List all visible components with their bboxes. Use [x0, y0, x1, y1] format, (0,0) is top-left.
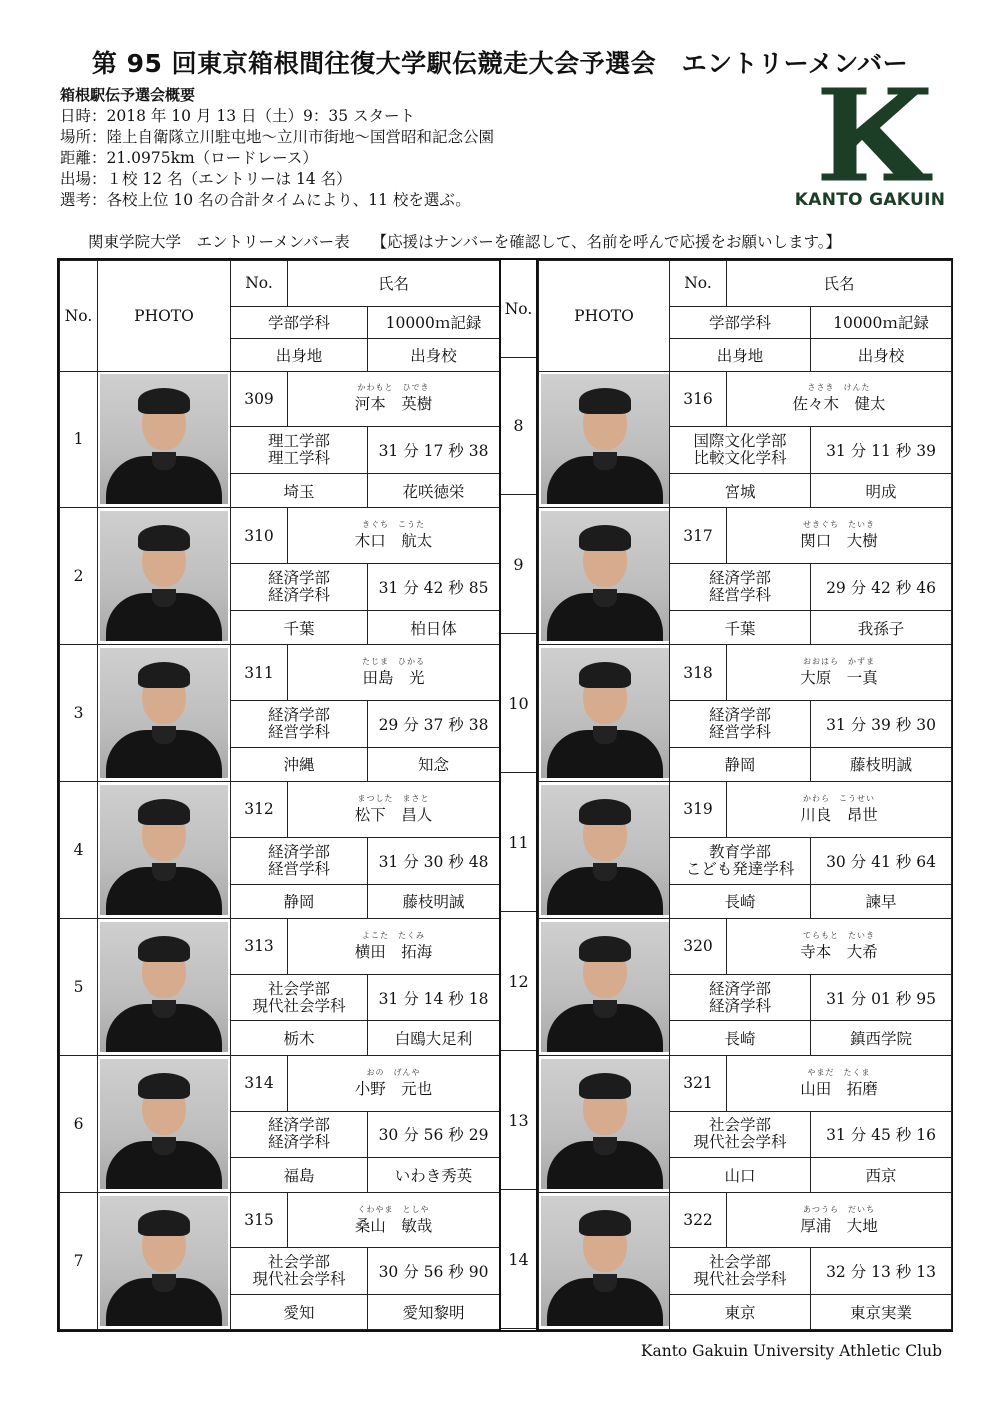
- overview-distance: 距離：21.0975km（ロードレース）: [60, 149, 318, 167]
- subtitle-text: 関東学院大学 エントリーメンバー表: [88, 233, 350, 251]
- faculty-name: 経済学部: [267, 842, 330, 861]
- member-row: [60, 782, 500, 838]
- portrait-photo: [100, 1196, 228, 1326]
- header-record: 10000ｍ記録: [811, 306, 952, 338]
- name-ruby: おの げんや: [366, 1067, 421, 1077]
- bib-number: 317: [670, 508, 727, 564]
- member-record: 31 分 11 秒 39: [811, 427, 952, 474]
- member-photo: [98, 371, 231, 508]
- member-school: 藤枝明誠: [368, 884, 500, 919]
- footer-club-name: Kanto Gakuin University Athletic Club: [640, 1342, 942, 1360]
- row-number: 5: [60, 919, 98, 1056]
- member-dept: [670, 1111, 811, 1158]
- overview-heading: 箱根駅伝予選会概要: [60, 86, 196, 104]
- portrait-photo: [100, 374, 228, 504]
- row-number: 9: [501, 496, 536, 634]
- name-ruby: きぐち こうた: [362, 520, 425, 530]
- member-dept: [670, 1248, 811, 1295]
- entry-table-gap: [499, 260, 538, 1330]
- entry-table: [57, 258, 953, 1332]
- member-record: 30 分 56 秒 90: [368, 1248, 500, 1295]
- faculty-name: 国際文化学部: [693, 432, 787, 451]
- row-number: 12: [501, 913, 536, 1051]
- member-hometown: 宮城: [670, 473, 811, 508]
- member-name: [727, 1055, 952, 1111]
- member-record: 31 分 14 秒 18: [368, 974, 500, 1021]
- member-row: [539, 919, 952, 975]
- member-hometown: 山口: [670, 1158, 811, 1193]
- member-dept: [231, 427, 368, 474]
- department-name: 経済学科: [267, 1133, 330, 1152]
- member-photo: [98, 508, 231, 645]
- member-school: 東京実業: [811, 1295, 952, 1330]
- member-row: [60, 1192, 500, 1248]
- member-photo: [98, 645, 231, 782]
- member-record: 31 分 17 秒 38: [368, 427, 500, 474]
- member-row: [539, 782, 952, 838]
- row-number: 11: [501, 774, 536, 912]
- bib-number: 316: [670, 371, 727, 427]
- department-name: 経済学科: [267, 585, 330, 604]
- member-school: 白鴎大足利: [368, 1021, 500, 1056]
- member-school: 西京: [811, 1158, 952, 1193]
- hair-shape: [579, 662, 631, 688]
- member-hometown: 栃木: [231, 1021, 368, 1056]
- header-dept: 学部学科: [670, 306, 811, 338]
- collar-shape: [152, 863, 176, 881]
- member-school: 知念: [368, 747, 500, 782]
- name-text: 河本 英樹: [354, 395, 433, 414]
- member-photo: [539, 919, 670, 1056]
- member-name: [288, 919, 500, 975]
- hair-shape: [138, 662, 190, 688]
- header-photo: PHOTO: [98, 261, 231, 372]
- name-text: 小野 元也: [354, 1079, 433, 1098]
- row-number: 2: [60, 508, 98, 645]
- overview-date: 日時：2018 年 10 月 13 日（土）9：35 スタート: [60, 107, 416, 125]
- name-text: 佐々木 健太: [792, 395, 886, 414]
- member-row: [539, 1055, 952, 1111]
- member-school: 柏日体: [368, 610, 500, 645]
- name-ruby: かわら こうせい: [803, 793, 875, 803]
- faculty-name: 経済学部: [267, 705, 330, 724]
- member-record: 31 分 01 秒 95: [811, 974, 952, 1021]
- faculty-name: 社会学部: [267, 979, 330, 998]
- name-text: 厚浦 大地: [800, 1216, 878, 1235]
- member-record: 31 分 42 秒 85: [368, 564, 500, 611]
- name-ruby: たじま ひかる: [362, 657, 425, 667]
- department-name: 経済学科: [708, 996, 771, 1015]
- member-hometown: 愛知: [231, 1295, 368, 1330]
- row-number: 14: [501, 1191, 536, 1329]
- member-record: 29 分 37 秒 38: [368, 700, 500, 747]
- member-photo: [98, 782, 231, 919]
- portrait-photo: [541, 374, 669, 504]
- row-number: 6: [60, 1055, 98, 1192]
- name-text: 木口 航太: [354, 532, 433, 551]
- member-name: [288, 1055, 500, 1111]
- member-dept: [670, 700, 811, 747]
- member-name: [727, 371, 952, 427]
- bib-number: 320: [670, 919, 727, 975]
- member-school: 花咲徳栄: [368, 473, 500, 508]
- member-name: [288, 508, 500, 564]
- member-row: [60, 371, 500, 427]
- collar-shape: [593, 1000, 617, 1018]
- member-name: [288, 1192, 500, 1248]
- member-hometown: 千葉: [231, 610, 368, 645]
- department-name: 経営学科: [708, 722, 771, 741]
- overview-selection: 選考：各校上位 10 名の合計タイムにより、11 校を選ぶ。: [60, 191, 471, 209]
- page-title: 第 95 回東京箱根間往復大学駅伝競走大会予選会 エントリーメンバー: [91, 49, 909, 78]
- row-number: 10: [501, 635, 536, 773]
- member-photo: [539, 782, 670, 919]
- overview-list: [60, 106, 494, 211]
- faculty-name: 経済学部: [267, 1116, 330, 1135]
- overview-place: 場所：陸上自衛隊立川駐屯地～立川市街地～国営昭和記念公園: [60, 128, 495, 146]
- header-dept: 学部学科: [231, 306, 368, 338]
- portrait-photo: [541, 785, 669, 915]
- faculty-name: 社会学部: [267, 1253, 330, 1272]
- header-hometown: 出身地: [670, 339, 811, 371]
- row-number: 1: [60, 371, 98, 508]
- bib-number: 310: [231, 508, 288, 564]
- header-name: 氏名: [288, 261, 500, 307]
- bib-number: 311: [231, 645, 288, 701]
- member-record: 31 分 45 秒 16: [811, 1111, 952, 1158]
- member-school: 諫早: [811, 884, 952, 919]
- member-dept: [670, 837, 811, 884]
- hair-shape: [579, 525, 631, 551]
- member-dept: [670, 974, 811, 1021]
- member-record: 29 分 42 秒 46: [811, 564, 952, 611]
- collar-shape: [593, 863, 617, 881]
- bib-number: 312: [231, 782, 288, 838]
- member-hometown: 東京: [670, 1295, 811, 1330]
- hair-shape: [138, 1210, 190, 1236]
- portrait-photo: [100, 648, 228, 778]
- bib-number: 315: [231, 1192, 288, 1248]
- header-school: 出身校: [368, 339, 500, 371]
- name-ruby: よこた たくみ: [362, 930, 425, 940]
- portrait-photo: [541, 1196, 669, 1326]
- name-text: 山田 拓磨: [800, 1079, 878, 1098]
- member-row: [60, 645, 500, 701]
- name-text: 大原 一真: [800, 669, 878, 688]
- department-name: 経営学科: [708, 585, 771, 604]
- member-hometown: 静岡: [231, 884, 368, 919]
- portrait-photo: [100, 922, 228, 1052]
- department-name: 理工学科: [267, 449, 330, 468]
- member-dept: [231, 700, 368, 747]
- member-hometown: 千葉: [670, 610, 811, 645]
- member-dept: [231, 974, 368, 1021]
- hair-shape: [138, 1073, 190, 1099]
- name-ruby: くわやま としや: [357, 1204, 430, 1214]
- kanto-gakuin-logo: [790, 78, 950, 218]
- name-ruby: おおはら かずま: [803, 657, 875, 667]
- hair-shape: [138, 799, 190, 825]
- department-name: こども発達学科: [685, 859, 795, 878]
- faculty-name: 社会学部: [708, 1253, 771, 1272]
- header-hometown: 出身地: [231, 339, 368, 371]
- subtitle-note: 【応援はナンバーを確認して、名前を呼んで応援をお願いします。】: [371, 233, 841, 251]
- member-hometown: 福島: [231, 1158, 368, 1193]
- member-photo: [539, 1192, 670, 1329]
- entry-table-right: [538, 260, 951, 1330]
- name-ruby: まつした まさと: [357, 793, 430, 803]
- member-name: [288, 371, 500, 427]
- name-ruby: あつうら だいち: [803, 1204, 875, 1214]
- collar-shape: [152, 1000, 176, 1018]
- collar-shape: [152, 1137, 176, 1155]
- header-record: 10000ｍ記録: [368, 306, 500, 338]
- header-photo: PHOTO: [539, 261, 670, 372]
- member-row: [60, 1055, 500, 1111]
- member-dept: [231, 837, 368, 884]
- member-photo: [539, 645, 670, 782]
- member-row: [539, 645, 952, 701]
- header-no: No.: [60, 261, 98, 372]
- row-number: 7: [60, 1192, 98, 1329]
- hair-shape: [138, 388, 190, 414]
- collar-shape: [152, 589, 176, 607]
- member-photo: [539, 371, 670, 508]
- hair-shape: [579, 799, 631, 825]
- header-bib: No.: [231, 261, 288, 307]
- row-number: 3: [60, 645, 98, 782]
- faculty-name: 教育学部: [708, 842, 771, 861]
- member-record: 31 分 30 秒 48: [368, 837, 500, 884]
- department-name: 経営学科: [267, 722, 330, 741]
- member-name: [727, 508, 952, 564]
- header-bib: No.: [670, 261, 727, 307]
- member-name: [288, 645, 500, 701]
- member-name: [727, 645, 952, 701]
- member-school: 鎮西学院: [811, 1021, 952, 1056]
- member-name: [288, 782, 500, 838]
- hair-shape: [138, 525, 190, 551]
- member-hometown: 静岡: [670, 747, 811, 782]
- name-text: 寺本 大希: [800, 942, 878, 961]
- hair-shape: [579, 936, 631, 962]
- member-dept: [231, 564, 368, 611]
- row-number: 13: [501, 1052, 536, 1190]
- logo-text: KANTO GAKUIN: [794, 190, 946, 210]
- member-name: [727, 1192, 952, 1248]
- collar-shape: [593, 726, 617, 744]
- collar-shape: [152, 726, 176, 744]
- row-number: 8: [501, 357, 536, 495]
- bib-number: 318: [670, 645, 727, 701]
- collar-shape: [593, 1274, 617, 1292]
- member-school: 我孫子: [811, 610, 952, 645]
- portrait-photo: [541, 648, 669, 778]
- member-dept: [670, 564, 811, 611]
- collar-shape: [593, 1137, 617, 1155]
- member-hometown: 沖縄: [231, 747, 368, 782]
- member-school: 愛知黎明: [368, 1295, 500, 1330]
- row-number: 4: [60, 782, 98, 919]
- name-text: 桑山 敏哉: [354, 1216, 433, 1235]
- faculty-name: 理工学部: [267, 432, 330, 451]
- collar-shape: [152, 1274, 176, 1292]
- bib-number: 313: [231, 919, 288, 975]
- member-row: [539, 1192, 952, 1248]
- member-photo: [98, 1055, 231, 1192]
- member-row: [60, 508, 500, 564]
- member-record: 32 分 13 秒 13: [811, 1248, 952, 1295]
- name-ruby: せきぐち たいき: [803, 520, 875, 530]
- bib-number: 321: [670, 1055, 727, 1111]
- department-name: 現代社会学科: [693, 1133, 787, 1152]
- member-photo: [539, 1055, 670, 1192]
- member-dept: [231, 1248, 368, 1295]
- member-name: [727, 919, 952, 975]
- member-hometown: 埼玉: [231, 473, 368, 508]
- faculty-name: 経済学部: [708, 979, 771, 998]
- portrait-photo: [541, 511, 669, 641]
- name-ruby: やまだ たくま: [807, 1067, 871, 1077]
- hair-shape: [138, 936, 190, 962]
- name-text: 関口 大樹: [800, 532, 878, 551]
- member-hometown: 長崎: [670, 1021, 811, 1056]
- collar-shape: [593, 589, 617, 607]
- faculty-name: 経済学部: [267, 568, 330, 587]
- member-dept: [231, 1111, 368, 1158]
- hair-shape: [579, 1210, 631, 1236]
- department-name: 現代社会学科: [252, 996, 346, 1015]
- portrait-photo: [100, 1059, 228, 1189]
- member-photo: [98, 919, 231, 1056]
- name-text: 川良 昂世: [800, 805, 878, 824]
- member-school: いわき秀英: [368, 1158, 500, 1193]
- bib-number: 314: [231, 1055, 288, 1111]
- bib-number: 309: [231, 371, 288, 427]
- member-hometown: 長崎: [670, 884, 811, 919]
- member-school: 明成: [811, 473, 952, 508]
- faculty-name: 経済学部: [708, 568, 771, 587]
- department-name: 比較文化学科: [693, 449, 787, 468]
- name-text: 横田 拓海: [354, 942, 433, 961]
- portrait-photo: [100, 785, 228, 915]
- name-ruby: ささき けんた: [807, 383, 871, 393]
- member-name: [727, 782, 952, 838]
- department-name: 現代社会学科: [693, 1270, 787, 1289]
- member-dept: [670, 427, 811, 474]
- member-row: [539, 371, 952, 427]
- header-name: 氏名: [727, 261, 952, 307]
- hair-shape: [579, 1073, 631, 1099]
- portrait-photo: [541, 922, 669, 1052]
- member-row: [539, 508, 952, 564]
- name-ruby: かわもと ひでき: [357, 383, 430, 393]
- member-photo: [539, 508, 670, 645]
- member-photo: [98, 1192, 231, 1329]
- member-row: [60, 919, 500, 975]
- department-name: 経営学科: [267, 859, 330, 878]
- bib-number: 319: [670, 782, 727, 838]
- k-letter-icon: [790, 78, 950, 190]
- member-record: 30 分 56 秒 29: [368, 1111, 500, 1158]
- name-text: 田島 光: [362, 669, 425, 688]
- member-school: 藤枝明誠: [811, 747, 952, 782]
- member-record: 30 分 41 秒 64: [811, 837, 952, 884]
- portrait-photo: [541, 1059, 669, 1189]
- entry-table-left: [59, 260, 499, 1330]
- faculty-name: 経済学部: [708, 705, 771, 724]
- bib-number: 322: [670, 1192, 727, 1248]
- name-text: 松下 昌人: [354, 805, 433, 824]
- gap-header-no: No.: [501, 260, 536, 358]
- hair-shape: [579, 388, 631, 414]
- table-subtitle: [88, 230, 841, 252]
- header-school: 出身校: [811, 339, 952, 371]
- portrait-photo: [100, 511, 228, 641]
- name-ruby: てらもと たいき: [803, 930, 875, 940]
- member-record: 31 分 39 秒 30: [811, 700, 952, 747]
- overview-entries: 出場：１校 12 名（エントリーは 14 名）: [60, 170, 352, 188]
- department-name: 現代社会学科: [252, 1270, 346, 1289]
- faculty-name: 社会学部: [708, 1116, 771, 1135]
